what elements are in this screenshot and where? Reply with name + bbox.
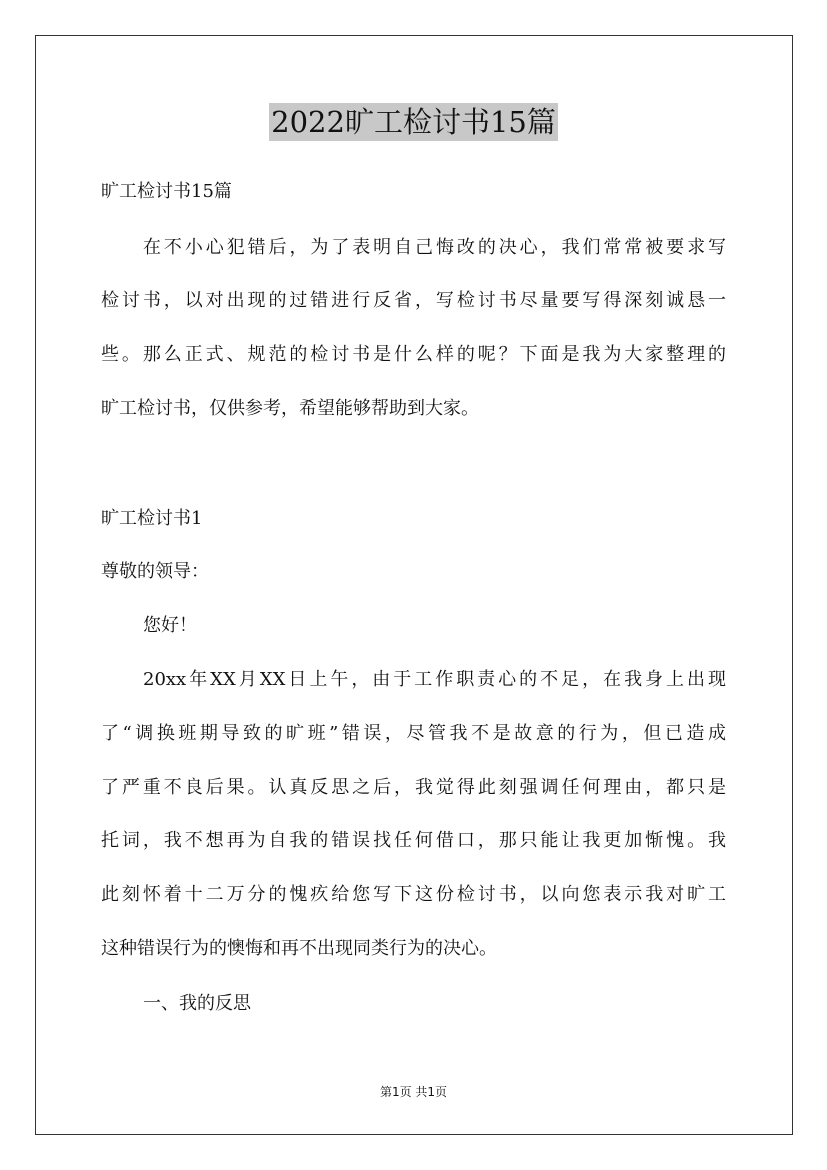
section-heading: 旷工检讨书1 <box>101 508 203 529</box>
letter-line: 了严重不良后果。认真反思之后，我觉得此刻强调任何理由，都只是 <box>101 777 726 798</box>
salutation: 尊敬的领导： <box>101 561 209 582</box>
title-container <box>0 103 827 141</box>
letter-line: 托词，我不想再为自我的错误找任何借口，那只能让我更加惭愧。我 <box>101 830 726 851</box>
letter-line: 了“调换班期导致的旷班”错误，尽管我不是故意的行为，但已造成 <box>101 723 726 744</box>
page-number: 第1页 共1页 <box>379 1085 448 1099</box>
intro-line: 检讨书，以对出现的过错进行反省，写检讨书尽量要写得深刻诚恳一 <box>101 290 726 311</box>
letter-line: 此刻怀着十二万分的愧疚给您写下这份检讨书，以向您表示我对旷工 <box>101 884 726 905</box>
letter-line: 20xx年XX月XX日上午，由于工作职责心的不足，在我身上出现 <box>143 669 726 690</box>
page-footer <box>0 1083 827 1100</box>
greeting: 您好！ <box>143 615 197 636</box>
subsection-heading: 一、我的反思 <box>143 993 251 1014</box>
subtitle: 旷工检讨书15篇 <box>101 181 232 202</box>
intro-line: 些。那么正式、规范的检讨书是什么样的呢？下面是我为大家整理的 <box>101 344 726 365</box>
letter-line: 这种错误行为的懊悔和再不出现同类行为的决心。 <box>101 938 497 959</box>
intro-line: 在不小心犯错后，为了表明自己悔改的决心，我们常常被要求写 <box>143 237 726 258</box>
document-title: 2022旷工检讨书15篇 <box>271 105 556 139</box>
intro-line: 旷工检讨书，仅供参考，希望能够帮助到大家。 <box>101 398 479 419</box>
